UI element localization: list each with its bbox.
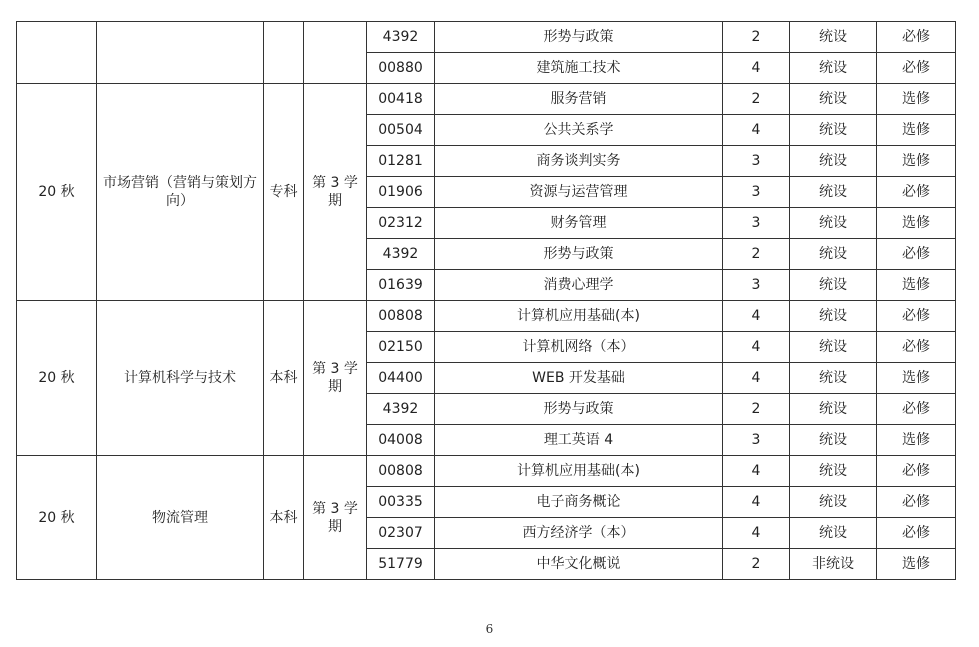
course-type-cell: 必修 bbox=[877, 53, 956, 84]
course-code-cell: 00504 bbox=[367, 115, 435, 146]
course-name-cell: 中华文化概说 bbox=[435, 549, 723, 580]
credit-cell: 3 bbox=[723, 208, 790, 239]
course-type-cell: 必修 bbox=[877, 301, 956, 332]
exam-type-cell: 统设 bbox=[790, 301, 877, 332]
table-body bbox=[17, 22, 956, 580]
course-table bbox=[16, 21, 956, 580]
exam-type-cell: 统设 bbox=[790, 177, 877, 208]
course-name-cell: 计算机应用基础(本) bbox=[435, 456, 723, 487]
major-cell: 市场营销（营销与策划方向） bbox=[97, 84, 264, 301]
course-type-cell: 选修 bbox=[877, 84, 956, 115]
course-name-cell: 财务管理 bbox=[435, 208, 723, 239]
credit-cell: 4 bbox=[723, 332, 790, 363]
term-cell: 20 秋 bbox=[17, 301, 97, 456]
course-name-cell: 形势与政策 bbox=[435, 22, 723, 53]
course-code-cell: 00808 bbox=[367, 456, 435, 487]
level-cell: 本科 bbox=[264, 456, 304, 580]
page-number: 6 bbox=[485, 622, 494, 636]
exam-type-cell: 统设 bbox=[790, 84, 877, 115]
course-code-cell: 00335 bbox=[367, 487, 435, 518]
credit-cell: 4 bbox=[723, 363, 790, 394]
level-cell: 本科 bbox=[264, 301, 304, 456]
exam-type-cell: 统设 bbox=[790, 208, 877, 239]
credit-cell: 2 bbox=[723, 22, 790, 53]
course-type-cell: 必修 bbox=[877, 332, 956, 363]
exam-type-cell: 统设 bbox=[790, 22, 877, 53]
course-type-cell: 必修 bbox=[877, 456, 956, 487]
semester-cell: 第 3 学期 bbox=[304, 84, 367, 301]
exam-type-cell: 统设 bbox=[790, 487, 877, 518]
exam-type-cell: 统设 bbox=[790, 332, 877, 363]
course-name-cell: 西方经济学（本） bbox=[435, 518, 723, 549]
course-type-cell: 必修 bbox=[877, 518, 956, 549]
table-row bbox=[17, 301, 956, 332]
credit-cell: 4 bbox=[723, 301, 790, 332]
course-code-cell: 4392 bbox=[367, 394, 435, 425]
level-cell bbox=[264, 22, 304, 84]
exam-type-cell: 统设 bbox=[790, 518, 877, 549]
course-name-cell: 消费心理学 bbox=[435, 270, 723, 301]
credit-cell: 3 bbox=[723, 270, 790, 301]
table-row bbox=[17, 84, 956, 115]
course-code-cell: 00808 bbox=[367, 301, 435, 332]
semester-cell bbox=[304, 22, 367, 84]
term-cell: 20 秋 bbox=[17, 84, 97, 301]
credit-cell: 2 bbox=[723, 84, 790, 115]
course-code-cell: 00418 bbox=[367, 84, 435, 115]
course-type-cell: 选修 bbox=[877, 115, 956, 146]
course-type-cell: 选修 bbox=[877, 549, 956, 580]
course-name-cell: 商务谈判实务 bbox=[435, 146, 723, 177]
course-code-cell: 02312 bbox=[367, 208, 435, 239]
term-cell: 20 秋 bbox=[17, 456, 97, 580]
course-type-cell: 必修 bbox=[877, 394, 956, 425]
course-code-cell: 02150 bbox=[367, 332, 435, 363]
credit-cell: 3 bbox=[723, 146, 790, 177]
credit-cell: 2 bbox=[723, 239, 790, 270]
course-code-cell: 04008 bbox=[367, 425, 435, 456]
credit-cell: 2 bbox=[723, 549, 790, 580]
exam-type-cell: 统设 bbox=[790, 425, 877, 456]
credit-cell: 4 bbox=[723, 115, 790, 146]
table-row bbox=[17, 456, 956, 487]
course-type-cell: 必修 bbox=[877, 177, 956, 208]
semester-cell: 第 3 学期 bbox=[304, 301, 367, 456]
course-type-cell: 选修 bbox=[877, 146, 956, 177]
course-name-cell: 计算机网络（本） bbox=[435, 332, 723, 363]
credit-cell: 3 bbox=[723, 177, 790, 208]
exam-type-cell: 统设 bbox=[790, 239, 877, 270]
course-name-cell: 理工英语 4 bbox=[435, 425, 723, 456]
course-code-cell: 00880 bbox=[367, 53, 435, 84]
course-type-cell: 必修 bbox=[877, 487, 956, 518]
exam-type-cell: 统设 bbox=[790, 270, 877, 301]
exam-type-cell: 统设 bbox=[790, 53, 877, 84]
major-cell: 计算机科学与技术 bbox=[97, 301, 264, 456]
course-code-cell: 01906 bbox=[367, 177, 435, 208]
major-cell bbox=[97, 22, 264, 84]
course-code-cell: 51779 bbox=[367, 549, 435, 580]
course-type-cell: 必修 bbox=[877, 22, 956, 53]
major-cell: 物流管理 bbox=[97, 456, 264, 580]
exam-type-cell: 统设 bbox=[790, 456, 877, 487]
course-code-cell: 01639 bbox=[367, 270, 435, 301]
course-code-cell: 02307 bbox=[367, 518, 435, 549]
credit-cell: 3 bbox=[723, 425, 790, 456]
course-type-cell: 必修 bbox=[877, 239, 956, 270]
course-code-cell: 01281 bbox=[367, 146, 435, 177]
term-cell bbox=[17, 22, 97, 84]
course-code-cell: 04400 bbox=[367, 363, 435, 394]
course-code-cell: 4392 bbox=[367, 239, 435, 270]
level-cell: 专科 bbox=[264, 84, 304, 301]
course-name-cell: 服务营销 bbox=[435, 84, 723, 115]
table-row bbox=[17, 22, 956, 53]
course-type-cell: 选修 bbox=[877, 208, 956, 239]
exam-type-cell: 统设 bbox=[790, 394, 877, 425]
exam-type-cell: 非统设 bbox=[790, 549, 877, 580]
exam-type-cell: 统设 bbox=[790, 146, 877, 177]
course-name-cell: WEB 开发基础 bbox=[435, 363, 723, 394]
credit-cell: 2 bbox=[723, 394, 790, 425]
semester-cell: 第 3 学期 bbox=[304, 456, 367, 580]
course-name-cell: 形势与政策 bbox=[435, 239, 723, 270]
course-type-cell: 选修 bbox=[877, 270, 956, 301]
course-type-cell: 选修 bbox=[877, 425, 956, 456]
course-name-cell: 计算机应用基础(本) bbox=[435, 301, 723, 332]
course-name-cell: 资源与运营管理 bbox=[435, 177, 723, 208]
course-name-cell: 电子商务概论 bbox=[435, 487, 723, 518]
credit-cell: 4 bbox=[723, 456, 790, 487]
credit-cell: 4 bbox=[723, 53, 790, 84]
credit-cell: 4 bbox=[723, 518, 790, 549]
course-type-cell: 选修 bbox=[877, 363, 956, 394]
exam-type-cell: 统设 bbox=[790, 115, 877, 146]
course-name-cell: 形势与政策 bbox=[435, 394, 723, 425]
course-name-cell: 公共关系学 bbox=[435, 115, 723, 146]
credit-cell: 4 bbox=[723, 487, 790, 518]
course-name-cell: 建筑施工技术 bbox=[435, 53, 723, 84]
course-code-cell: 4392 bbox=[367, 22, 435, 53]
exam-type-cell: 统设 bbox=[790, 363, 877, 394]
